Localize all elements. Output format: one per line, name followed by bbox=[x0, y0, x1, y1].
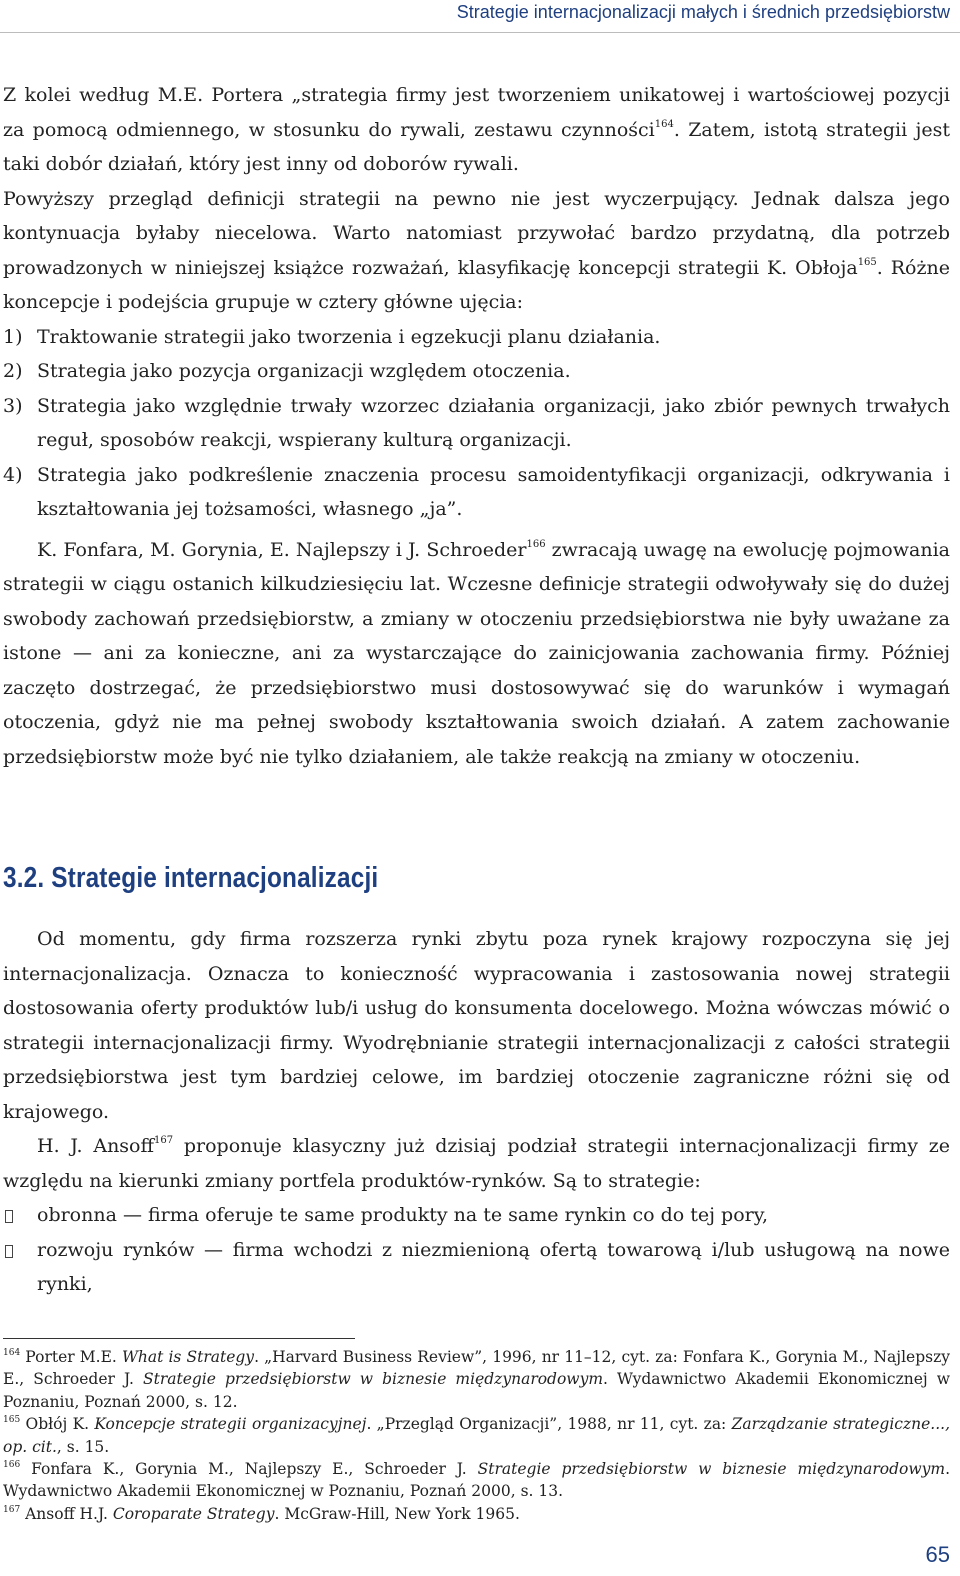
section-heading bbox=[3, 862, 378, 895]
footnotes bbox=[3, 1346, 950, 1525]
footnote-ref-165[interactable]: 165 bbox=[857, 256, 877, 268]
paragraph-fonfara-text-b: zwracają uwagę na ewolucję pojmowania strategii w ciągu ostanich kilkudziesięciu lat. Wczesne definicje strategii odwoływały się do dużej swobody zachowań przedsiębiorstw, a zmiany w otoczeniu przedsiębiorstwa nie były uważane za istone — ani za konieczne, ani za wystarczające do zainicjowania zachowania firmy. Później zaczęto dostrzegać, że przedsiębiorstwo musi dostosowywać się do warunków i wymagań otoczenia, gdyż nie ma pełnej swobody kształtowania swoich działań. A zatem zachowanie przedsiębiorstw może być nie tylko działaniem, ale także reakcją na zmiany w otoczeniu. bbox=[3, 538, 950, 768]
list-item-text: Strategia jako względnie trwały wzorzec działania organizacji, jako zbiór pewnych trwałych reguł, sposobów reakcji, wspierany kulturą organizacji. bbox=[37, 394, 950, 451]
footnote-text: Ansoff H.J. bbox=[20, 1504, 113, 1523]
list-item bbox=[3, 389, 950, 458]
header-divider bbox=[0, 32, 960, 33]
paragraph-porter-text-a: Z kolei według M.E. Portera „strategia firmy jest tworzeniem unikatowej i wartościowej pozycji za pomocą odmiennego, w stosunku do rywali, zestawu czynności bbox=[3, 84, 950, 141]
body-text-top bbox=[3, 78, 950, 774]
paragraph-oblój-text-a: Powyższy przegląd definicji strategii na pewno nie jest wyczerpujący. Jednak dalsza jego kontynuacja byłaby niecelowa. Warto natomiast przywołać bardzo przydatną, dla potrzeb prowadzonych w niniejszej książce rozważań, klasyfikację koncepcji strategii K. Obłoja bbox=[3, 187, 950, 279]
list-item-number: 3) bbox=[3, 394, 23, 417]
footnote-text: . Wydawnictwo Akademii Ekonomicznej w Poznaniu, Poznań 2000, s. 13. bbox=[3, 1460, 950, 1501]
paragraph-ansoff bbox=[3, 1129, 950, 1198]
footnote-number: 164 bbox=[3, 1348, 21, 1358]
footnote-text: . Wydawnictwo Akademii Ekonomicznej w Poznaniu, Poznań 2000, s. 12. bbox=[3, 1370, 951, 1411]
list-item bbox=[3, 1233, 950, 1302]
footnote-text: Fonfara K., Gorynia M., Najlepszy E., Schroeder J. bbox=[20, 1460, 478, 1479]
footnote-165 bbox=[3, 1413, 950, 1458]
list-item-text: obronna — firma oferuje te same produkty na te same rynkin co do tej pory, bbox=[37, 1204, 768, 1226]
paragraph-porter bbox=[3, 78, 950, 182]
footnote-divider bbox=[3, 1338, 355, 1339]
list-item-number: 2) bbox=[3, 360, 23, 382]
page-number: 65 bbox=[925, 1542, 950, 1567]
paragraph-ansoff-text-a: H. J. Ansoff bbox=[37, 1135, 154, 1157]
section-number: 3.2. bbox=[3, 862, 45, 894]
list-item bbox=[3, 354, 950, 389]
paragraph-oblój bbox=[3, 182, 950, 320]
footnote-text: . „Przegląd Organizacji”, 1988, nr 11, cyt. za: bbox=[366, 1415, 732, 1434]
list-item-text: Strategia jako pozycja organizacji względem otoczenia. bbox=[37, 360, 571, 382]
running-header: Strategie internacjonalizacji małych i średnich przedsiębiorstw bbox=[456, 2, 950, 22]
footnote-ref-167[interactable]: 167 bbox=[154, 1135, 174, 1146]
footnote-text: , s. 15. bbox=[56, 1437, 110, 1456]
numbered-list bbox=[3, 320, 950, 527]
paragraph-fonfara-text-a: K. Fonfara, M. Gorynia, E. Najlepszy i J. Schroeder bbox=[37, 538, 527, 561]
footnote-text: Porter M.E. bbox=[20, 1348, 122, 1366]
bullet-box-icon bbox=[5, 1210, 13, 1223]
paragraph-internationalization: Od momentu, gdy firma rozszerza rynki zbytu poza rynek krajowy rozpoczyna się jej internacjonalizacja. Oznacza to konieczność wypracowania i zastosowania nowej strategii dostosowania oferty produktów lub/i usług do konsumenta docelowego. Można wówczas mówić o strategii internacjonalizacji firmy. Wyodrębnianie strategii internacjonalizacji z całości strategii przedsiębiorstwa jest tym bardziej celowe, im bardziej otoczenie zagraniczne różni się od krajowego. bbox=[3, 928, 950, 1123]
paragraph-ansoff-text-b: proponuje klasyczny już dzisiaj podział strategii internacjonalizacji firmy ze względu na kierunki zmiany portfela produktów-rynków. Są to strategie: bbox=[3, 1135, 951, 1192]
footnote-text: . McGraw-Hill, New York 1965. bbox=[274, 1504, 520, 1523]
footnote-title: Strategie przedsiębiorstw w biznesie międzynarodowym bbox=[142, 1370, 604, 1389]
footnote-text: . „Harvard Business Review”, 1996, nr 11–12, cyt. za: Fonfara K., Gorynia M., Najlepszy E., Schroeder J. bbox=[3, 1348, 951, 1389]
bullet-list bbox=[3, 1198, 950, 1302]
list-item-number: 4) bbox=[3, 463, 23, 486]
footnote-number: 165 bbox=[3, 1415, 21, 1426]
list-item-text: Traktowanie strategii jako tworzenia i egzekucji planu działania. bbox=[37, 325, 661, 348]
list-item-text: rozwoju rynków — firma wchodzi z niezmienioną ofertą towarową i/lub usługową na nowe rynki, bbox=[37, 1238, 950, 1295]
body-text-section bbox=[3, 922, 950, 1302]
list-item bbox=[3, 320, 950, 355]
footnote-title: Zarządzanie strategiczne..., op. cit. bbox=[3, 1415, 950, 1456]
list-item bbox=[3, 458, 950, 527]
paragraph-fonfara bbox=[3, 533, 950, 775]
list-item-number: 1) bbox=[3, 325, 23, 348]
footnote-164 bbox=[3, 1346, 950, 1413]
paragraph-porter-text-b: . Zatem, istotą strategii jest taki dobór działań, który jest inny od doborów rywali. bbox=[3, 118, 950, 175]
footnote-text: Obłój K. bbox=[20, 1415, 95, 1434]
footnote-number: 167 bbox=[3, 1504, 21, 1515]
footnote-title: Coroparate Strategy bbox=[112, 1504, 275, 1523]
list-item bbox=[3, 1198, 950, 1233]
list-item-text: Strategia jako podkreślenie znaczenia procesu samoidentyfikacji organizacji, odkrywania i kształtowania jej tożsamości, własnego „ja”. bbox=[37, 463, 950, 520]
footnote-ref-166[interactable]: 166 bbox=[526, 538, 546, 550]
footnote-167 bbox=[3, 1503, 950, 1525]
section-title: Strategie internacjonalizacji bbox=[51, 862, 379, 894]
bullet-box-icon bbox=[5, 1245, 13, 1258]
footnote-title: What is Strategy bbox=[121, 1348, 255, 1366]
footnote-title: Strategie przedsiębiorstw w biznesie międzynarodowym bbox=[477, 1460, 946, 1479]
footnote-title: Koncepcje strategii organizacyjnej bbox=[94, 1415, 367, 1434]
paragraph-oblój-text-b: . Różne koncepcje i podejścia grupuje w cztery główne ujęcia: bbox=[3, 256, 950, 313]
footnote-number: 166 bbox=[3, 1460, 21, 1471]
footnote-ref-164[interactable]: 164 bbox=[654, 118, 674, 130]
footnote-166 bbox=[3, 1458, 950, 1503]
